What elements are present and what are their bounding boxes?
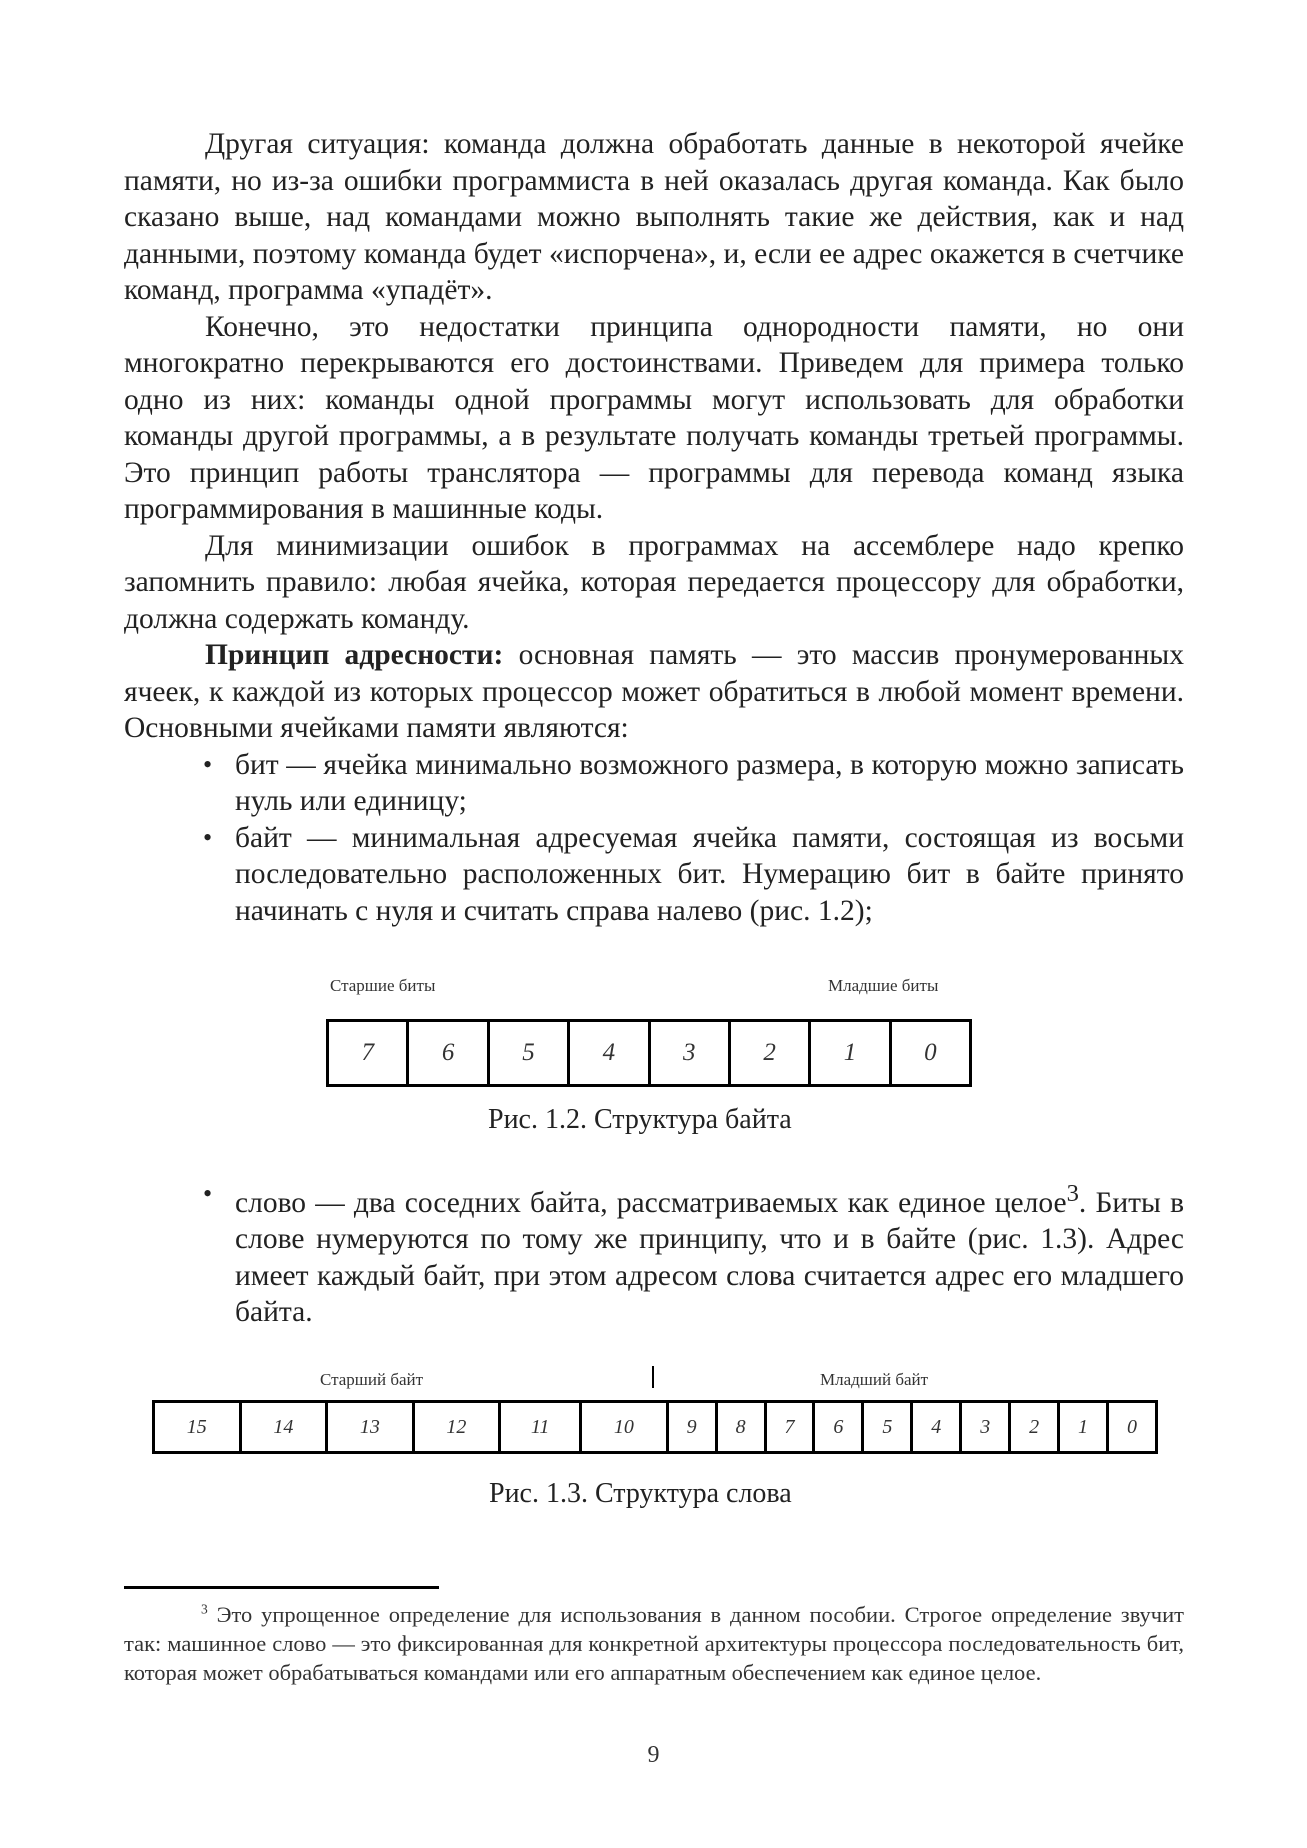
word-bit-cell: 13 xyxy=(327,1402,414,1453)
word-bit-cell: 5 xyxy=(863,1402,912,1453)
word-bit-cell: 10 xyxy=(581,1402,668,1453)
word-high-byte-label: Старший байт xyxy=(320,1370,424,1389)
word-bit-cell: 8 xyxy=(716,1402,765,1453)
bit-cell: 7 xyxy=(328,1021,408,1086)
bit-cell: 1 xyxy=(810,1021,890,1086)
word-bit-cell: 7 xyxy=(765,1402,814,1453)
bullet-icon: • xyxy=(203,1179,213,1208)
bullet-item-bit xyxy=(124,747,1184,820)
word-bit-cell: 9 xyxy=(667,1402,716,1453)
paragraph-4 xyxy=(124,637,1184,747)
bullet-list-top xyxy=(124,747,1184,930)
bit-cell: 4 xyxy=(569,1021,649,1086)
byte-divider xyxy=(652,1366,654,1388)
byte-low-bits-label: Младшие биты xyxy=(828,976,939,995)
bullet-item-word xyxy=(124,1176,1184,1331)
word-text-end: . Биты в слове нумеруются по тому же принципу, что и в байте (рис. 1.3). Адрес имеет каждый байт, при этом адресом слова считается адрес его младшего байта. xyxy=(235,1186,1184,1329)
word-bit-cell: 2 xyxy=(1010,1402,1059,1453)
word-structure-table xyxy=(152,1400,1158,1454)
word-bit-cell: 4 xyxy=(912,1402,961,1453)
figure-1-3-caption: Рис. 1.3. Структура слова xyxy=(489,1478,792,1509)
footnote xyxy=(124,1600,1184,1687)
page-number: 9 xyxy=(647,1742,660,1768)
addressing-principle-text: основная память — это массив пронумерованных ячеек, к каждой из которых процессор может обратиться в любой момент времени. Основными ячейками памяти являются: xyxy=(124,639,1184,744)
bullet-text: бит — ячейка минимально возможного размера, в которую можно записать нуль или единицу; xyxy=(235,748,1184,817)
byte-structure-table xyxy=(326,1019,972,1087)
paragraph-3: Для минимизации ошибок в программах на ассемблере надо крепко запомнить правило: любая ячейка, которая передается процессору для обработки, должна содержать команду. xyxy=(124,529,1184,635)
word-low-byte-label: Младший байт xyxy=(820,1370,929,1389)
footnote-text: Это упрощенное определение для использования в данном пособии. Строгое определение звучит так: машинное слово — это фиксированная для конкретной архитектуры процессора последовательность бит, которая может обрабатываться командами или его аппаратным обеспечением как единое целое. xyxy=(124,1602,1184,1685)
word-bit-cell: 12 xyxy=(413,1402,500,1453)
paragraph-2: Конечно, это недостатки принципа однородности памяти, но они многократно перекрываются его достоинствами. Приведем для примера только одно из них: команды одной программы могут использовать для обработки команды другой программы, а в результате получать команды третьей программы. Это принцип работы транслятора — программы для перевода команд языка программирования в машинные коды. xyxy=(124,310,1184,525)
word-text xyxy=(124,1176,1184,1331)
paragraph-1: Другая ситуация: команда должна обработать данные в некоторой ячейке памяти, но из-за ошибки программиста в ней оказалась другая команда. Как было сказано выше, над командами можно выполнять такие же действия, как и над данными, поэтому команда будет «испорчена», и, если ее адрес окажется в счетчике команд, программа «упадёт». xyxy=(124,128,1184,306)
footnote-rule xyxy=(124,1586,439,1589)
byte-high-bits-label: Старшие биты xyxy=(330,976,436,995)
word-bit-cell: 1 xyxy=(1059,1402,1108,1453)
footnote-marker: 3 xyxy=(201,1601,208,1617)
bullet-item-byte xyxy=(124,820,1184,930)
bullet-icon: • xyxy=(203,749,213,779)
addressing-principle-term: Принцип адресности: xyxy=(205,639,504,671)
bit-cell: 6 xyxy=(408,1021,488,1086)
footnote-ref: 3 xyxy=(1066,1180,1079,1207)
word-bit-cell: 3 xyxy=(961,1402,1010,1453)
bullet-icon: • xyxy=(203,822,213,852)
word-row xyxy=(154,1402,1157,1453)
main-text xyxy=(124,126,1184,929)
figure-1-2-caption: Рис. 1.2. Структура байта xyxy=(488,1104,792,1135)
word-bit-cell: 15 xyxy=(154,1402,241,1453)
byte-row xyxy=(328,1021,971,1086)
bit-cell: 2 xyxy=(729,1021,809,1086)
word-bit-cell: 0 xyxy=(1108,1402,1157,1453)
word-text-start: слово — два соседних байта, рассматриваемых как единое целое xyxy=(235,1186,1067,1219)
bit-cell: 0 xyxy=(890,1021,970,1086)
word-bit-cell: 11 xyxy=(500,1402,581,1453)
bullet-list-word xyxy=(124,1176,1184,1331)
bit-cell: 3 xyxy=(649,1021,729,1086)
bit-cell: 5 xyxy=(488,1021,568,1086)
word-bit-cell: 14 xyxy=(240,1402,327,1453)
word-bit-cell: 6 xyxy=(814,1402,863,1453)
bullet-text: байт — минимальная адресуемая ячейка памяти, состоящая из восьми последовательно расположенных бит. Нумерацию бит в байте принято начинать с нуля и считать справа налево (рис. 1.2); xyxy=(235,821,1184,927)
